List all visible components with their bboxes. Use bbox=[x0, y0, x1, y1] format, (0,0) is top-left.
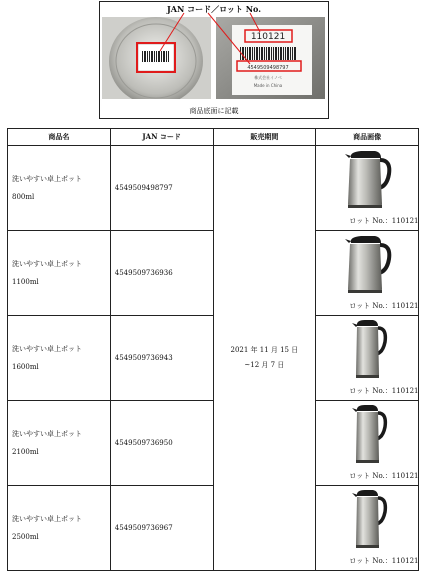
sale-period-start: 2021 年 11 月 15 日 bbox=[230, 346, 299, 354]
lot-number: ロット No.：110121 bbox=[349, 302, 419, 310]
product-capacity: 2500ml bbox=[12, 533, 39, 541]
header-product-image: 商品画像 bbox=[316, 129, 419, 146]
recall-product-table bbox=[7, 128, 419, 571]
product-image-cell bbox=[316, 316, 419, 401]
header-jan-code: JAN コード bbox=[110, 129, 213, 146]
product-image-cell bbox=[316, 231, 419, 316]
thermal-pot-icon bbox=[316, 318, 418, 382]
jan-lot-reference-figure bbox=[99, 1, 329, 119]
product-image-cell bbox=[316, 146, 419, 231]
product-name: 洗いやすい卓上ポット bbox=[12, 430, 82, 438]
lot-number: ロット No.：110121 bbox=[349, 472, 419, 480]
thermal-pot-icon bbox=[316, 233, 418, 297]
product-name-cell bbox=[8, 486, 111, 571]
header-product-name: 商品名 bbox=[8, 129, 111, 146]
product-name-cell bbox=[8, 316, 111, 401]
product-image-cell bbox=[316, 401, 419, 486]
product-image-cell bbox=[316, 486, 419, 571]
header-sale-period: 販売期間 bbox=[213, 129, 316, 146]
thermal-pot-icon bbox=[316, 403, 418, 467]
product-name: 洗いやすい卓上ポット bbox=[12, 175, 82, 183]
sale-period-cell bbox=[213, 146, 316, 571]
jan-code: 4549509736967 bbox=[110, 486, 213, 571]
lot-number: ロット No.：110121 bbox=[349, 557, 419, 565]
lot-sample-text: 110121 bbox=[250, 32, 286, 42]
thermal-pot-icon bbox=[316, 488, 418, 552]
jan-code: 4549509498797 bbox=[110, 146, 213, 231]
product-name: 洗いやすい卓上ポット bbox=[12, 260, 82, 268]
leader-lines bbox=[100, 2, 328, 118]
product-name-cell bbox=[8, 231, 111, 316]
lot-number: ロット No.：110121 bbox=[349, 387, 419, 395]
maker-text: 株式会社イノベ bbox=[254, 75, 282, 80]
jan-code: 4549509736950 bbox=[110, 401, 213, 486]
reference-title: JAN コード／ロット No. bbox=[166, 4, 261, 14]
product-name: 洗いやすい卓上ポット bbox=[12, 515, 82, 523]
jan-code: 4549509736936 bbox=[110, 231, 213, 316]
product-name-cell bbox=[8, 401, 111, 486]
product-name-cell bbox=[8, 146, 111, 231]
origin-text: Made in China bbox=[253, 83, 283, 88]
product-capacity: 800ml bbox=[12, 193, 35, 201]
product-name: 洗いやすい卓上ポット bbox=[12, 345, 82, 353]
table-header-row bbox=[8, 129, 419, 146]
thermal-pot-icon bbox=[316, 148, 418, 212]
lot-number: ロット No.：110121 bbox=[349, 217, 419, 225]
reference-caption: 商品底面に記載 bbox=[189, 107, 239, 115]
product-capacity: 1600ml bbox=[12, 363, 39, 371]
barcode-digits-text: 4549509498797 bbox=[247, 65, 289, 71]
sale-period-end: ~12 月 7 日 bbox=[244, 361, 285, 369]
product-capacity: 1100ml bbox=[12, 278, 39, 286]
product-capacity: 2100ml bbox=[12, 448, 39, 456]
table-row bbox=[8, 146, 419, 231]
jan-code: 4549509736943 bbox=[110, 316, 213, 401]
